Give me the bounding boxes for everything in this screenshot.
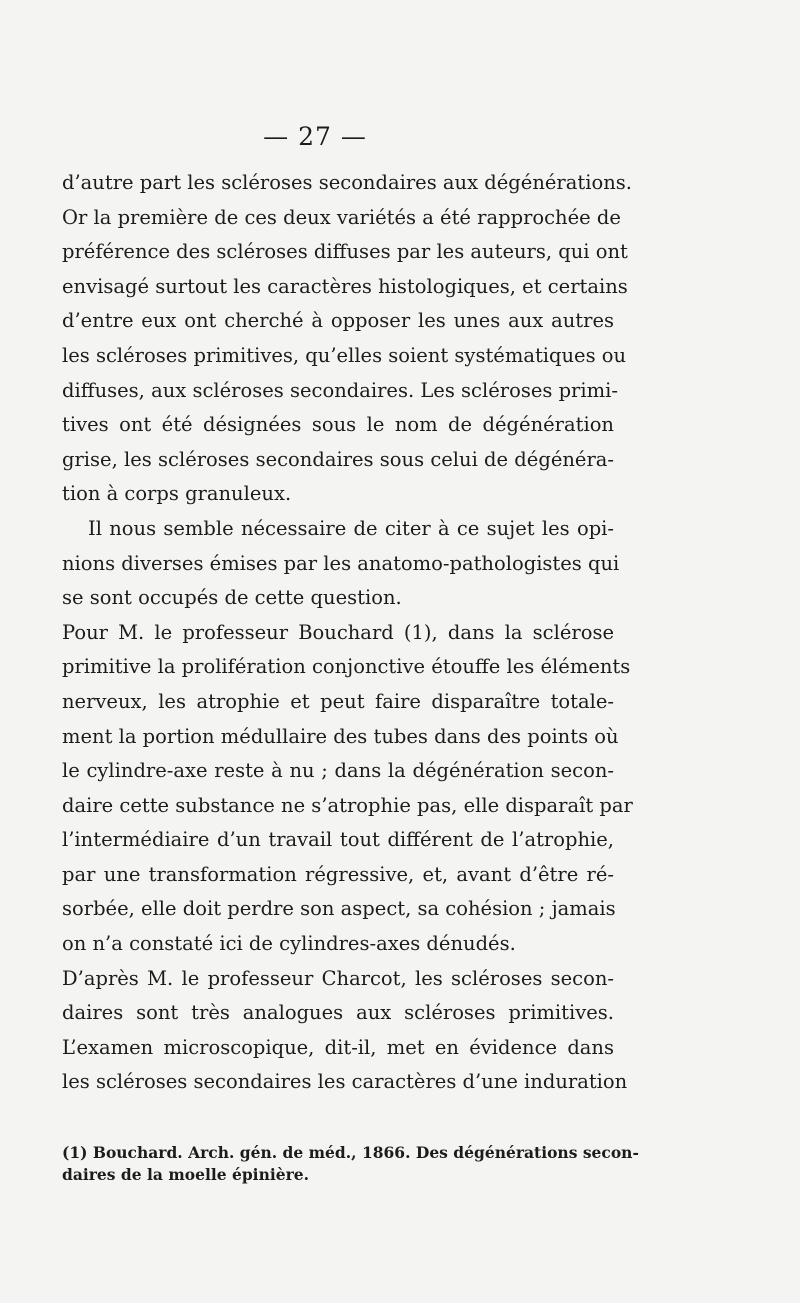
text-line: l’intermédiaire d’un travail tout différent de l’atrophie,: [62, 828, 614, 852]
text-line: grise, les scléroses secondaires sous celui de dégénéra-: [62, 447, 614, 471]
text-line: sorbée, elle doit perdre son aspect, sa cohésion ; jamais: [62, 897, 616, 921]
text-line: D’après M. le professeur Charcot, les scléroses secon-: [62, 966, 614, 990]
text-line: Il nous semble nécessaire de citer à ce sujet les opi-: [88, 516, 614, 540]
body-text: [62, 166, 633, 1100]
text-line: les scléroses secondaires les caractères d’une induration: [62, 1070, 628, 1094]
text-line: L’examen microscopique, dit-il, met en évidence dans: [62, 1035, 614, 1059]
text-line: nions diverses émises par les anatomo-pathologistes qui: [62, 551, 620, 575]
text-line: les scléroses primitives, qu’elles soient systématiques ou: [62, 343, 627, 367]
text-line: tion à corps granuleux.: [62, 482, 292, 506]
text-line: nerveux, les atrophie et peut faire disparaître totale-: [62, 689, 614, 713]
text-line: tives ont été désignées sous le nom de dégénération: [62, 413, 614, 437]
text-line: primitive la prolifération conjonctive étouffe les éléments: [62, 655, 631, 679]
text-line: on n’a constaté ici de cylindres-axes dénudés.: [62, 932, 516, 956]
footnote-line: (1) Bouchard. Arch. gén. de méd., 1866. Des dégénérations secon-: [62, 1143, 639, 1162]
footnote: [62, 1142, 639, 1186]
text-line: le cylindre-axe reste à nu ; dans la dégénération secon-: [62, 759, 614, 783]
text-line: Pour M. le professeur Bouchard (1), dans la sclérose: [62, 620, 614, 644]
text-line: ment la portion médullaire des tubes dans des points où: [62, 724, 619, 748]
text-line: daire cette substance ne s’atrophie pas, elle disparaît par: [62, 793, 633, 817]
text-line: se sont occupés de cette question.: [62, 586, 402, 610]
text-line: d’autre part les scléroses secondaires aux dégénérations.: [62, 171, 632, 194]
text-line: daires sont très analogues aux scléroses primitives.: [62, 1001, 614, 1025]
text-line: d’entre eux ont cherché à opposer les unes aux autres: [62, 309, 614, 333]
text-line: envisagé surtout les caractères histologiques, et certains: [62, 274, 628, 298]
footnote-line: daires de la moelle épinière.: [62, 1165, 310, 1184]
text-line: Or la première de ces deux variétés a été rapprochée de: [62, 205, 621, 229]
text-line: diffuses, aux scléroses secondaires. Les scléroses primi-: [62, 378, 618, 402]
text-line: préférence des scléroses diffuses par les auteurs, qui ont: [62, 240, 628, 264]
page-number: — 27 —: [263, 122, 367, 151]
text-line: par une transformation régressive, et, avant d’être ré-: [62, 862, 614, 886]
